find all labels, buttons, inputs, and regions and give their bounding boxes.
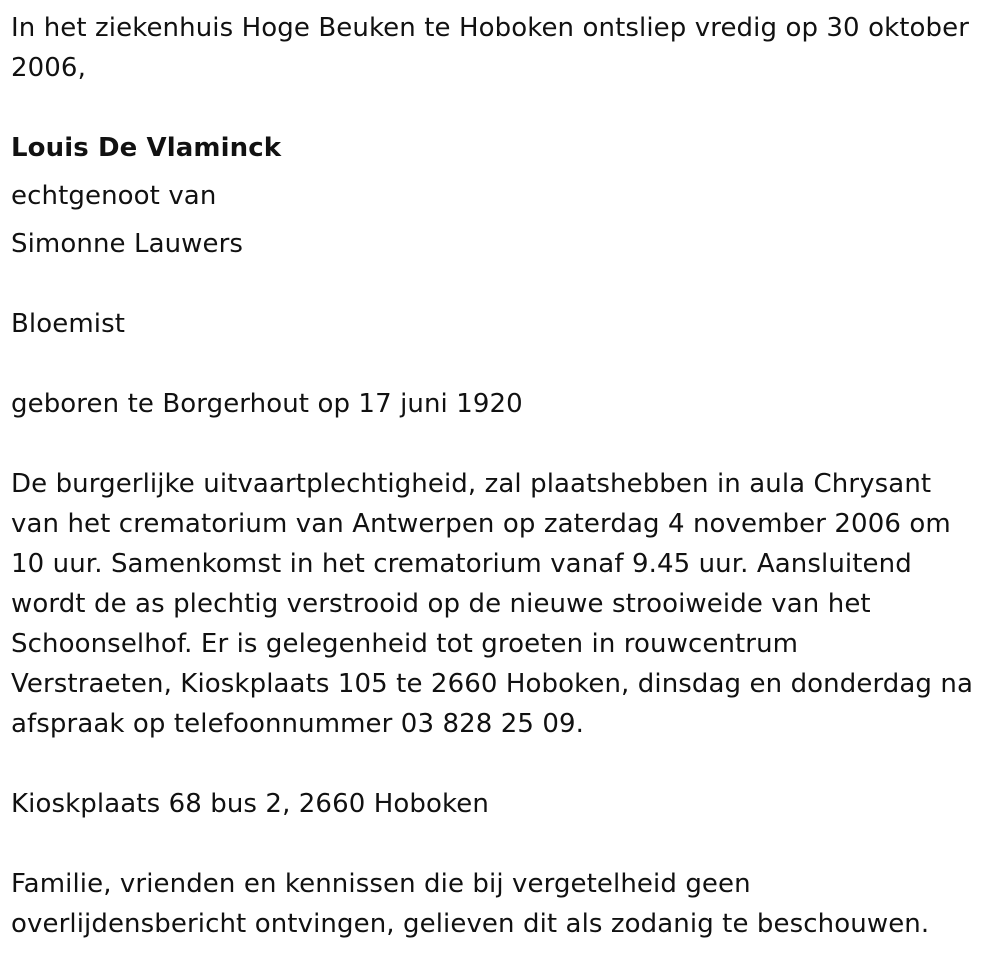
ceremony-line-4: wordt de as plechtig verstrooid op de nieuwe strooiweide van het xyxy=(11,589,871,619)
closing-line-1: Familie, vrienden en kennissen die bij vergetelheid geen xyxy=(11,869,751,899)
ceremony-line-2: van het crematorium van Antwerpen op zaterdag 4 november 2006 om xyxy=(11,509,951,539)
ceremony-line-6: Verstraeten, Kioskplaats 105 te 2660 Hoboken, dinsdag en donderdag na xyxy=(11,669,974,699)
relation-text: echtgenoot van xyxy=(11,181,217,211)
deceased-name: Louis De Vlaminck xyxy=(11,133,282,163)
closing-paragraph xyxy=(11,864,990,944)
ceremony-line-1: De burgerlijke uitvaartplechtigheid, zal plaatshebben in aula Chrysant xyxy=(11,469,932,499)
birth-text: geboren te Borgerhout op 17 juni 1920 xyxy=(11,389,523,419)
ceremony-line-7: afspraak op telefoonnummer 03 828 25 09. xyxy=(11,709,585,739)
intro-paragraph xyxy=(11,8,990,88)
ceremony-line-5: Schoonselhof. Er is gelegenheid tot groeten in rouwcentrum xyxy=(11,629,799,659)
intro-line-1: In het ziekenhuis Hoge Beuken te Hoboken ontsliep vredig op 30 oktober xyxy=(11,13,970,43)
intro-line-2: 2006, xyxy=(11,53,86,83)
closing-line-2: overlijdensbericht ontvingen, gelieven dit als zodanig te beschouwen. xyxy=(11,909,930,939)
spouse-name: Simonne Lauwers xyxy=(11,229,244,259)
ceremony-paragraph xyxy=(11,464,990,744)
occupation-text: Bloemist xyxy=(11,309,126,339)
ceremony-line-3: 10 uur. Samenkomst in het crematorium vanaf 9.45 uur. Aansluitend xyxy=(11,549,912,579)
address-text: Kioskplaats 68 bus 2, 2660 Hoboken xyxy=(11,789,489,819)
